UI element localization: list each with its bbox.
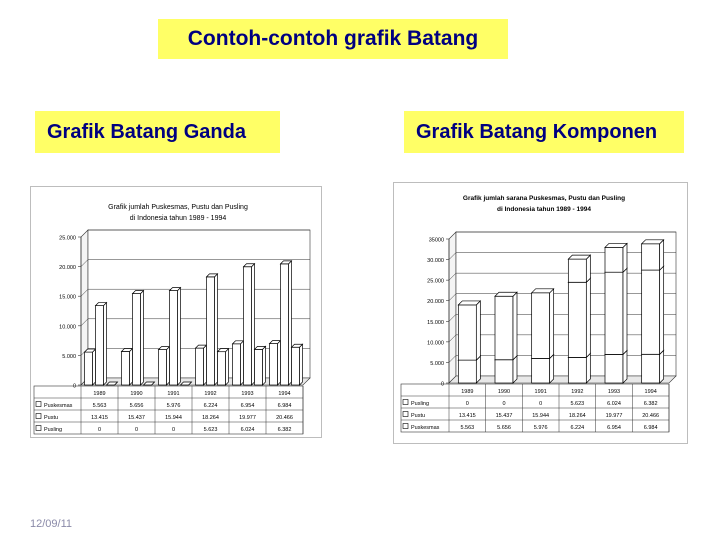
- stacked-legend-key-puskesmas: [403, 424, 408, 429]
- grouped-bar-heading: Grafik Batang Ganda: [35, 111, 280, 153]
- bar-pustu-1990-top: [495, 292, 517, 296]
- bar-pustu-1993: [244, 267, 252, 385]
- grouped-bar-chart: [31, 187, 321, 437]
- bar-pustu-1989-side: [476, 301, 480, 360]
- stacked-xtick-label: 1990: [497, 389, 511, 395]
- stacked-ytick-label: 25.000: [427, 278, 444, 285]
- stacked-side-wall: [449, 232, 456, 383]
- grouped-table-value: 15.437: [128, 415, 145, 421]
- stacked-chart-subtitle: di Indonesia tahun 1989 - 1994: [497, 206, 591, 213]
- bar-puskesmas-1989-side: [93, 349, 96, 385]
- bar-puskesmas-1991-side: [167, 347, 170, 385]
- stacked-table-value: 6.024: [607, 401, 621, 407]
- stacked-table-value: 6.954: [607, 425, 621, 431]
- grouped-ytick-label: 0: [72, 383, 76, 390]
- grouped-table-value: 6.224: [203, 403, 218, 409]
- stacked-xtick-label: 1993: [607, 389, 621, 395]
- grouped-ytick-label: 15.000: [59, 294, 76, 301]
- stacked-ytick-label: 20.000: [427, 299, 444, 306]
- stacked-table-value: 0: [539, 401, 543, 407]
- stacked-table-value: 19.977: [605, 413, 623, 419]
- bar-pusling-1992-side: [226, 349, 229, 385]
- bar-pustu-1994: [642, 270, 660, 354]
- grouped-ytick-label: 5.000: [62, 353, 76, 360]
- stacked-bar-heading: Grafik Batang Komponen: [404, 111, 684, 153]
- stacked-table-value: 0: [502, 401, 506, 407]
- bar-puskesmas-1992-side: [586, 353, 590, 383]
- bar-puskesmas-1990: [495, 360, 513, 383]
- stacked-ytick-label: 30.000: [427, 258, 444, 265]
- stacked-chart-title: Grafik jumlah sarana Puskesmas, Pustu dan Pusling: [462, 195, 626, 202]
- bar-puskesmas-1991: [159, 350, 167, 385]
- bar-pusling-1994-top: [642, 240, 664, 244]
- stacked-legend-puskesmas: Puskesmas: [411, 425, 440, 431]
- grouped-ytick-label: 10.000: [59, 324, 76, 331]
- grouped-bar-chart-frame: [30, 186, 322, 438]
- stacked-xtick-label: 1992: [571, 389, 584, 395]
- stacked-table-value: 5.656: [497, 425, 511, 431]
- grouped-table-value: 5.976: [166, 403, 181, 409]
- grouped-table-value: 19.977: [239, 415, 256, 421]
- stacked-bar-chart: [394, 183, 687, 443]
- grouped-table-value: 20.466: [276, 415, 293, 421]
- stacked-bar-chart-frame: [393, 182, 688, 444]
- grouped-table-value: 6.954: [240, 403, 255, 409]
- bar-pustu-1989: [458, 305, 476, 360]
- bar-puskesmas-1994-side: [660, 350, 664, 383]
- bar-puskesmas-1993-side: [241, 341, 244, 385]
- bar-puskesmas-1990-side: [513, 356, 517, 383]
- grouped-table-value: 5.623: [203, 427, 218, 433]
- stacked-legend-key-pustu: [403, 412, 408, 417]
- bar-puskesmas-1992-side: [204, 345, 207, 385]
- bar-pustu-1992-side: [586, 278, 590, 357]
- bar-puskesmas-1993-side: [623, 350, 627, 383]
- grouped-xtick-label: 1990: [130, 391, 143, 397]
- grouped-xtick-label: 1992: [204, 391, 217, 397]
- bar-puskesmas-1994: [270, 344, 278, 385]
- bar-pusling-1994: [292, 347, 300, 385]
- grouped-ytick-label: 25.000: [59, 235, 76, 242]
- slide-date: 12/09/11: [30, 518, 73, 530]
- grouped-table-value: 5.563: [92, 403, 107, 409]
- bar-pustu-1991-side: [550, 289, 554, 359]
- grouped-table-value: 6.382: [277, 427, 292, 433]
- stacked-ytick-label: 5.000: [430, 360, 444, 367]
- grouped-legend-pusling: Pusling: [44, 427, 63, 433]
- bar-pusling-1993-side: [623, 243, 627, 272]
- stacked-table-value: 0: [465, 401, 469, 407]
- bar-pusling-1994-side: [660, 240, 664, 270]
- stacked-table-value: 15.944: [532, 413, 550, 419]
- grouped-table-value: 5.656: [129, 403, 144, 409]
- grouped-chart-title: Grafik jumlah Puskesmas, Pustu dan Pusling: [108, 204, 248, 211]
- bar-puskesmas-1989: [85, 352, 93, 385]
- bar-pustu-1991: [532, 293, 550, 359]
- bar-puskesmas-1991-side: [550, 354, 554, 383]
- bar-pustu-1994-side: [660, 266, 664, 354]
- bar-puskesmas-1992: [196, 348, 204, 385]
- bar-puskesmas-1989-side: [476, 356, 480, 383]
- stacked-legend-key-pusling: [403, 400, 408, 405]
- bar-puskesmas-1994-side: [278, 341, 281, 385]
- bar-pustu-1991: [170, 291, 178, 385]
- bar-puskesmas-1990-side: [130, 349, 133, 385]
- bar-pustu-1991-top: [532, 289, 554, 293]
- grouped-table-value: 15.944: [165, 415, 182, 421]
- bar-pusling-1992-side: [586, 255, 590, 282]
- bar-pustu-1994: [281, 264, 289, 385]
- bar-pustu-1990: [133, 294, 141, 385]
- stacked-table-value: 20.466: [642, 413, 660, 419]
- stacked-xtick-label: 1994: [644, 389, 657, 395]
- bar-pustu-1990-side: [141, 291, 144, 385]
- grouped-table-value: 0: [97, 427, 102, 433]
- stacked-table-value: 6.382: [643, 401, 658, 407]
- grouped-table-value: 6.984: [277, 403, 292, 409]
- grouped-legend-key-pustu: [36, 414, 41, 419]
- stacked-table-value: 15.437: [495, 413, 513, 419]
- stacked-ytick-label: 15.000: [427, 319, 444, 326]
- grouped-legend-pustu: Pustu: [44, 415, 59, 421]
- bar-puskesmas-1993: [605, 354, 623, 383]
- bar-pustu-1989: [96, 306, 104, 385]
- bar-puskesmas-1991: [532, 358, 550, 383]
- stacked-table-value: 5.976: [533, 425, 548, 431]
- stacked-legend-pustu: Pustu: [411, 413, 426, 419]
- bar-puskesmas-1990: [122, 352, 130, 385]
- stacked-legend-pusling: Pusling: [411, 401, 430, 407]
- bar-pustu-1993: [605, 272, 623, 354]
- bar-pusling-1994-side: [300, 344, 303, 385]
- grouped-table-value: 13.415: [91, 415, 108, 421]
- bar-pustu-1992: [207, 277, 215, 385]
- bar-pusling-1993-side: [263, 346, 266, 385]
- bar-pustu-1989-top: [458, 301, 480, 305]
- bar-pusling-1994: [642, 244, 660, 270]
- bar-pusling-1993: [255, 349, 263, 385]
- grouped-xtick-label: 1991: [167, 391, 180, 397]
- bar-pustu-1994-side: [289, 261, 292, 385]
- bar-pusling-1993: [605, 247, 623, 272]
- grouped-ytick-label: 20.000: [59, 265, 76, 272]
- bar-pusling-1992: [568, 259, 586, 282]
- stacked-ytick-label: 10.000: [427, 340, 444, 347]
- grouped-table-value: 18.264: [202, 415, 219, 421]
- stacked-xtick-label: 1989: [461, 389, 474, 395]
- grouped-table-value: 0: [171, 427, 176, 433]
- grouped-chart-subtitle: di Indonesia tahun 1989 - 1994: [129, 215, 227, 222]
- grouped-xtick-label: 1989: [93, 391, 106, 397]
- bar-pustu-1993-side: [252, 264, 255, 385]
- bar-pustu-1992: [568, 282, 586, 357]
- bar-pustu-1989-side: [104, 303, 107, 385]
- grouped-legend-puskesmas: Puskesmas: [44, 403, 73, 409]
- bar-puskesmas-1994: [642, 354, 660, 383]
- grouped-legend-key-puskesmas: [36, 402, 41, 407]
- bar-pustu-1990-side: [513, 292, 517, 360]
- bar-puskesmas-1993: [233, 344, 241, 385]
- stacked-table-value: 5.563: [460, 425, 475, 431]
- bar-pustu-1992-side: [215, 274, 218, 385]
- slide-title: Contoh-contoh grafik Batang: [158, 19, 508, 59]
- stacked-xtick-label: 1991: [534, 389, 547, 395]
- bar-pustu-1993-side: [623, 268, 627, 354]
- bar-pustu-1991-side: [178, 288, 181, 385]
- bar-pusling-1992: [218, 352, 226, 385]
- stacked-table-value: 6.984: [643, 425, 658, 431]
- grouped-xtick-label: 1994: [278, 391, 291, 397]
- grouped-legend-key-pusling: [36, 426, 41, 431]
- grouped-xtick-label: 1993: [241, 391, 254, 397]
- bar-pusling-1992-top: [568, 255, 590, 259]
- stacked-table-value: 13.415: [458, 413, 476, 419]
- bar-pusling-1993-top: [605, 243, 627, 247]
- stacked-ytick-label: 0: [440, 381, 444, 388]
- bar-puskesmas-1989: [458, 360, 476, 383]
- stacked-table-value: 18.264: [568, 413, 586, 419]
- stacked-table-value: 6.224: [570, 425, 585, 431]
- stacked-table-value: 5.623: [570, 401, 585, 407]
- bar-pustu-1990: [495, 296, 513, 360]
- grouped-table-value: 6.024: [240, 427, 255, 433]
- stacked-ytick-label: 35000: [428, 237, 444, 244]
- bar-puskesmas-1992: [568, 357, 586, 383]
- grouped-table-value: 0: [134, 427, 139, 433]
